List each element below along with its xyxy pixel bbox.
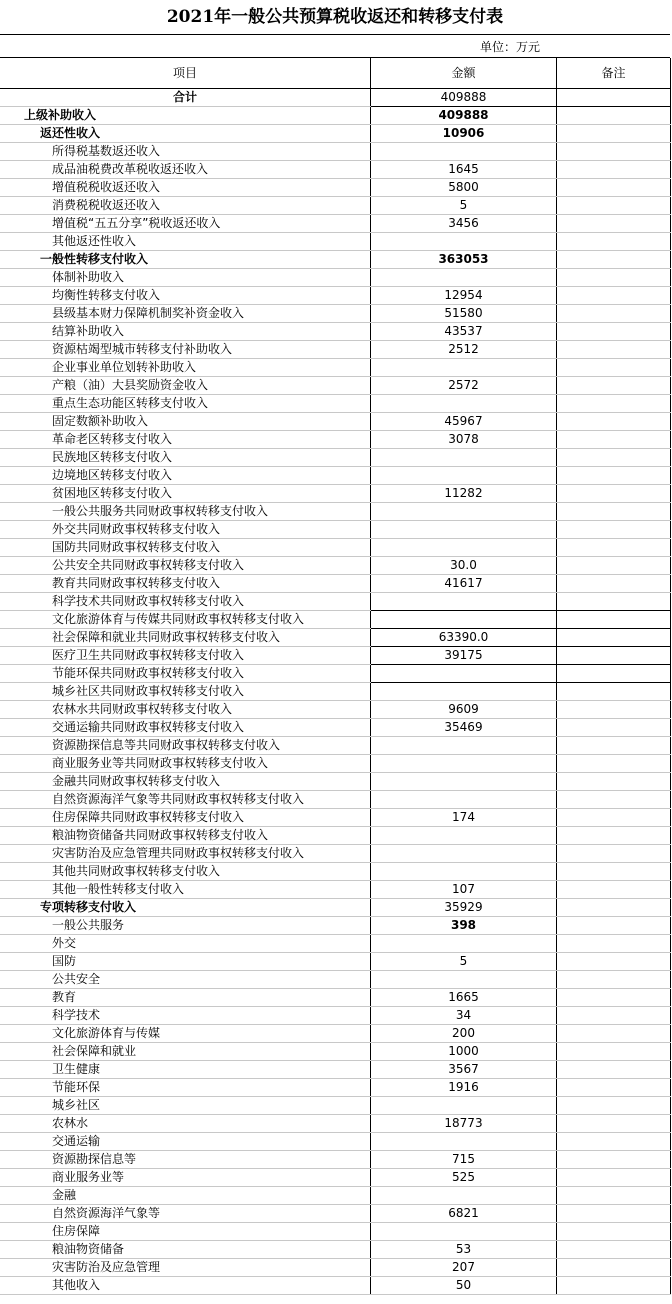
row-label: 商业服务业等	[0, 1169, 371, 1187]
row-label: 住房保障共同财政事权转移支付收入	[0, 809, 371, 827]
row-amount: 363053	[371, 251, 557, 269]
table-row	[0, 917, 671, 935]
row-note	[557, 1187, 671, 1205]
table-row	[0, 629, 671, 647]
row-note	[557, 557, 671, 575]
row-amount	[371, 233, 557, 251]
table-row	[0, 1043, 671, 1061]
row-amount	[371, 935, 557, 953]
row-label: 结算补助收入	[0, 323, 371, 341]
row-label: 其他返还性收入	[0, 233, 371, 251]
row-amount: 51580	[371, 305, 557, 323]
table-row	[0, 881, 671, 899]
row-note	[557, 989, 671, 1007]
row-label: 增值税税收返还收入	[0, 179, 371, 197]
table-row	[0, 863, 671, 881]
row-label: 县级基本财力保障机制奖补资金收入	[0, 305, 371, 323]
row-amount	[371, 665, 557, 683]
unit-row	[0, 35, 670, 58]
table-row	[0, 683, 671, 701]
row-amount: 107	[371, 881, 557, 899]
row-note	[557, 413, 671, 431]
row-label: 文化旅游体育与传媒共同财政事权转移支付收入	[0, 611, 371, 629]
table-row	[0, 485, 671, 503]
row-amount: 63390.0	[371, 629, 557, 647]
table-row	[0, 647, 671, 665]
table-row	[0, 773, 671, 791]
row-label: 上级补助收入	[0, 107, 371, 125]
row-note	[557, 737, 671, 755]
row-amount	[371, 683, 557, 701]
table-row	[0, 179, 671, 197]
row-label: 边境地区转移支付收入	[0, 467, 371, 485]
row-label: 贫困地区转移支付收入	[0, 485, 371, 503]
row-amount: 2512	[371, 341, 557, 359]
table-row	[0, 1097, 671, 1115]
row-note	[557, 449, 671, 467]
row-label: 自然资源海洋气象等	[0, 1205, 371, 1223]
row-label: 产粮（油）大县奖励资金收入	[0, 377, 371, 395]
row-note	[557, 1007, 671, 1025]
row-label: 国防共同财政事权转移支付收入	[0, 539, 371, 557]
row-note	[557, 233, 671, 251]
row-note	[557, 809, 671, 827]
row-note	[557, 377, 671, 395]
row-amount: 11282	[371, 485, 557, 503]
row-note	[557, 269, 671, 287]
row-label: 外交共同财政事权转移支付收入	[0, 521, 371, 539]
row-amount: 6821	[371, 1205, 557, 1223]
row-amount: 715	[371, 1151, 557, 1169]
table-row	[0, 719, 671, 737]
table-row	[0, 971, 671, 989]
row-amount: 3456	[371, 215, 557, 233]
row-label: 灾害防治及应急管理	[0, 1259, 371, 1277]
row-note	[557, 179, 671, 197]
row-note	[557, 431, 671, 449]
row-label: 节能环保共同财政事权转移支付收入	[0, 665, 371, 683]
row-note	[557, 1025, 671, 1043]
row-amount: 5800	[371, 179, 557, 197]
row-label: 农林水共同财政事权转移支付收入	[0, 701, 371, 719]
row-amount: 409888	[371, 89, 557, 107]
table-row	[0, 1259, 671, 1277]
row-note	[557, 1079, 671, 1097]
row-label: 革命老区转移支付收入	[0, 431, 371, 449]
row-amount: 30.0	[371, 557, 557, 575]
row-note	[557, 1259, 671, 1277]
row-note	[557, 845, 671, 863]
table-row	[0, 539, 671, 557]
row-label: 专项转移支付收入	[0, 899, 371, 917]
row-amount: 398	[371, 917, 557, 935]
row-label: 均衡性转移支付收入	[0, 287, 371, 305]
row-amount: 18773	[371, 1115, 557, 1133]
row-note	[557, 359, 671, 377]
row-label: 返还性收入	[0, 125, 371, 143]
table-row	[0, 755, 671, 773]
table-row	[0, 953, 671, 971]
row-note	[557, 1151, 671, 1169]
table-row	[0, 89, 671, 107]
table-row	[0, 1187, 671, 1205]
table-row	[0, 809, 671, 827]
row-note	[557, 1223, 671, 1241]
row-note	[557, 161, 671, 179]
table-row	[0, 395, 671, 413]
row-label: 其他一般性转移支付收入	[0, 881, 371, 899]
row-amount: 1645	[371, 161, 557, 179]
row-label: 城乡社区	[0, 1097, 371, 1115]
row-amount: 39175	[371, 647, 557, 665]
row-note	[557, 1277, 671, 1295]
table-row	[0, 1115, 671, 1133]
table-row	[0, 827, 671, 845]
row-note	[557, 611, 671, 629]
row-label: 教育	[0, 989, 371, 1007]
row-amount	[371, 503, 557, 521]
table-row	[0, 1061, 671, 1079]
row-label: 粮油物资储备共同财政事权转移支付收入	[0, 827, 371, 845]
header-note: 备注	[557, 58, 671, 89]
header-row	[0, 58, 671, 89]
row-amount: 10906	[371, 125, 557, 143]
row-label: 金融	[0, 1187, 371, 1205]
row-label: 自然资源海洋气象等共同财政事权转移支付收入	[0, 791, 371, 809]
row-label: 教育共同财政事权转移支付收入	[0, 575, 371, 593]
row-amount	[371, 737, 557, 755]
row-note	[557, 467, 671, 485]
row-amount	[371, 845, 557, 863]
row-label: 住房保障	[0, 1223, 371, 1241]
row-note	[557, 701, 671, 719]
row-amount	[371, 1097, 557, 1115]
row-amount	[371, 269, 557, 287]
row-amount	[371, 755, 557, 773]
row-amount: 409888	[371, 107, 557, 125]
table-row	[0, 107, 671, 125]
row-label: 科学技术	[0, 1007, 371, 1025]
row-label: 资源勘探信息等共同财政事权转移支付收入	[0, 737, 371, 755]
row-amount	[371, 611, 557, 629]
row-label: 其他共同财政事权转移支付收入	[0, 863, 371, 881]
row-amount: 41617	[371, 575, 557, 593]
row-amount	[371, 359, 557, 377]
row-amount: 35929	[371, 899, 557, 917]
row-label: 社会保障和就业共同财政事权转移支付收入	[0, 629, 371, 647]
budget-table	[0, 58, 671, 1295]
row-amount	[371, 1133, 557, 1151]
row-amount: 1916	[371, 1079, 557, 1097]
row-note	[557, 485, 671, 503]
table-row	[0, 1133, 671, 1151]
row-note	[557, 791, 671, 809]
row-amount	[371, 467, 557, 485]
row-amount: 35469	[371, 719, 557, 737]
row-note	[557, 1241, 671, 1259]
row-amount: 9609	[371, 701, 557, 719]
row-note	[557, 521, 671, 539]
row-amount	[371, 863, 557, 881]
row-amount: 200	[371, 1025, 557, 1043]
table-row	[0, 1007, 671, 1025]
row-note	[557, 773, 671, 791]
row-amount	[371, 143, 557, 161]
row-amount: 207	[371, 1259, 557, 1277]
table-row	[0, 269, 671, 287]
row-note	[557, 125, 671, 143]
row-amount	[371, 1223, 557, 1241]
row-amount: 12954	[371, 287, 557, 305]
row-note	[557, 575, 671, 593]
row-label: 公共安全	[0, 971, 371, 989]
row-note	[557, 863, 671, 881]
table-row	[0, 287, 671, 305]
table-row	[0, 1205, 671, 1223]
row-note	[557, 107, 671, 125]
table-row	[0, 665, 671, 683]
row-label: 城乡社区共同财政事权转移支付收入	[0, 683, 371, 701]
row-note	[557, 215, 671, 233]
row-amount: 50	[371, 1277, 557, 1295]
table-row	[0, 143, 671, 161]
row-note	[557, 1133, 671, 1151]
table-row	[0, 413, 671, 431]
row-amount	[371, 593, 557, 611]
row-note	[557, 665, 671, 683]
row-amount: 34	[371, 1007, 557, 1025]
row-label: 民族地区转移支付收入	[0, 449, 371, 467]
table-row	[0, 359, 671, 377]
table-row	[0, 611, 671, 629]
table-row	[0, 1223, 671, 1241]
row-amount	[371, 773, 557, 791]
row-amount: 53	[371, 1241, 557, 1259]
row-label: 医疗卫生共同财政事权转移支付收入	[0, 647, 371, 665]
row-label: 固定数额补助收入	[0, 413, 371, 431]
table-row	[0, 215, 671, 233]
row-label: 金融共同财政事权转移支付收入	[0, 773, 371, 791]
table-row	[0, 197, 671, 215]
row-label: 公共安全共同财政事权转移支付收入	[0, 557, 371, 575]
row-note	[557, 899, 671, 917]
row-amount	[371, 395, 557, 413]
table-row	[0, 341, 671, 359]
row-label: 科学技术共同财政事权转移支付收入	[0, 593, 371, 611]
table-row	[0, 233, 671, 251]
row-note	[557, 323, 671, 341]
table-row	[0, 1151, 671, 1169]
row-amount: 43537	[371, 323, 557, 341]
row-label: 资源勘探信息等	[0, 1151, 371, 1169]
row-label: 所得税基数返还收入	[0, 143, 371, 161]
row-note	[557, 971, 671, 989]
row-amount: 2572	[371, 377, 557, 395]
unit-label: 单位：万元	[480, 40, 541, 54]
row-label: 一般性转移支付收入	[0, 251, 371, 269]
table-row	[0, 503, 671, 521]
row-note	[557, 197, 671, 215]
header-item: 项目	[0, 58, 371, 89]
row-note	[557, 917, 671, 935]
row-amount: 5	[371, 953, 557, 971]
row-label: 灾害防治及应急管理共同财政事权转移支付收入	[0, 845, 371, 863]
row-note	[557, 305, 671, 323]
row-label: 节能环保	[0, 1079, 371, 1097]
row-label: 交通运输	[0, 1133, 371, 1151]
row-amount	[371, 971, 557, 989]
row-note	[557, 395, 671, 413]
row-label: 交通运输共同财政事权转移支付收入	[0, 719, 371, 737]
row-amount	[371, 1187, 557, 1205]
row-amount: 1000	[371, 1043, 557, 1061]
table-row	[0, 1079, 671, 1097]
header-amount: 金额	[371, 58, 557, 89]
row-amount	[371, 539, 557, 557]
table-row	[0, 575, 671, 593]
row-label: 合计	[0, 89, 371, 107]
row-label: 成品油税费改革税收返还收入	[0, 161, 371, 179]
row-note	[557, 719, 671, 737]
table-row	[0, 449, 671, 467]
table-row	[0, 521, 671, 539]
row-label: 资源枯竭型城市转移支付补助收入	[0, 341, 371, 359]
table-row	[0, 1277, 671, 1295]
row-amount: 3078	[371, 431, 557, 449]
row-note	[557, 341, 671, 359]
row-note	[557, 827, 671, 845]
row-label: 商业服务业等共同财政事权转移支付收入	[0, 755, 371, 773]
row-label: 外交	[0, 935, 371, 953]
row-note	[557, 1097, 671, 1115]
row-label: 其他收入	[0, 1277, 371, 1295]
row-amount	[371, 449, 557, 467]
row-label: 消费税税收返还收入	[0, 197, 371, 215]
table-row	[0, 377, 671, 395]
row-amount	[371, 791, 557, 809]
row-note	[557, 539, 671, 557]
table-row	[0, 737, 671, 755]
row-label: 国防	[0, 953, 371, 971]
row-note	[557, 593, 671, 611]
row-note	[557, 1169, 671, 1187]
table-row	[0, 1241, 671, 1259]
row-label: 企业事业单位划转补助收入	[0, 359, 371, 377]
table-row	[0, 251, 671, 269]
row-note	[557, 287, 671, 305]
table-row	[0, 431, 671, 449]
table-row	[0, 593, 671, 611]
table-row	[0, 935, 671, 953]
row-note	[557, 629, 671, 647]
row-label: 体制补助收入	[0, 269, 371, 287]
row-note	[557, 1115, 671, 1133]
row-amount: 3567	[371, 1061, 557, 1079]
table-row	[0, 161, 671, 179]
row-amount: 525	[371, 1169, 557, 1187]
table-row	[0, 845, 671, 863]
row-label: 增值税“五五分享”税收返还收入	[0, 215, 371, 233]
table-row	[0, 989, 671, 1007]
row-note	[557, 683, 671, 701]
table-row	[0, 557, 671, 575]
row-amount: 5	[371, 197, 557, 215]
table-row	[0, 791, 671, 809]
table-row	[0, 1025, 671, 1043]
row-label: 重点生态功能区转移支付收入	[0, 395, 371, 413]
table-row	[0, 467, 671, 485]
row-label: 文化旅游体育与传媒	[0, 1025, 371, 1043]
row-note	[557, 935, 671, 953]
row-amount: 174	[371, 809, 557, 827]
table-row	[0, 305, 671, 323]
row-amount	[371, 521, 557, 539]
row-amount	[371, 827, 557, 845]
row-amount: 45967	[371, 413, 557, 431]
table-row	[0, 323, 671, 341]
row-note	[557, 251, 671, 269]
table-row	[0, 125, 671, 143]
row-label: 社会保障和就业	[0, 1043, 371, 1061]
row-note	[557, 89, 671, 107]
table-row	[0, 701, 671, 719]
row-note	[557, 953, 671, 971]
row-label: 一般公共服务	[0, 917, 371, 935]
row-note	[557, 881, 671, 899]
table-row	[0, 1169, 671, 1187]
row-note	[557, 1043, 671, 1061]
row-note	[557, 755, 671, 773]
row-note	[557, 503, 671, 521]
table-title: 2021年一般公共预算税收返还和转移支付表	[0, 0, 670, 35]
row-label: 粮油物资储备	[0, 1241, 371, 1259]
row-amount: 1665	[371, 989, 557, 1007]
table-row	[0, 899, 671, 917]
row-note	[557, 1205, 671, 1223]
row-note	[557, 143, 671, 161]
row-label: 一般公共服务共同财政事权转移支付收入	[0, 503, 371, 521]
row-label: 卫生健康	[0, 1061, 371, 1079]
row-note	[557, 647, 671, 665]
row-label: 农林水	[0, 1115, 371, 1133]
row-note	[557, 1061, 671, 1079]
